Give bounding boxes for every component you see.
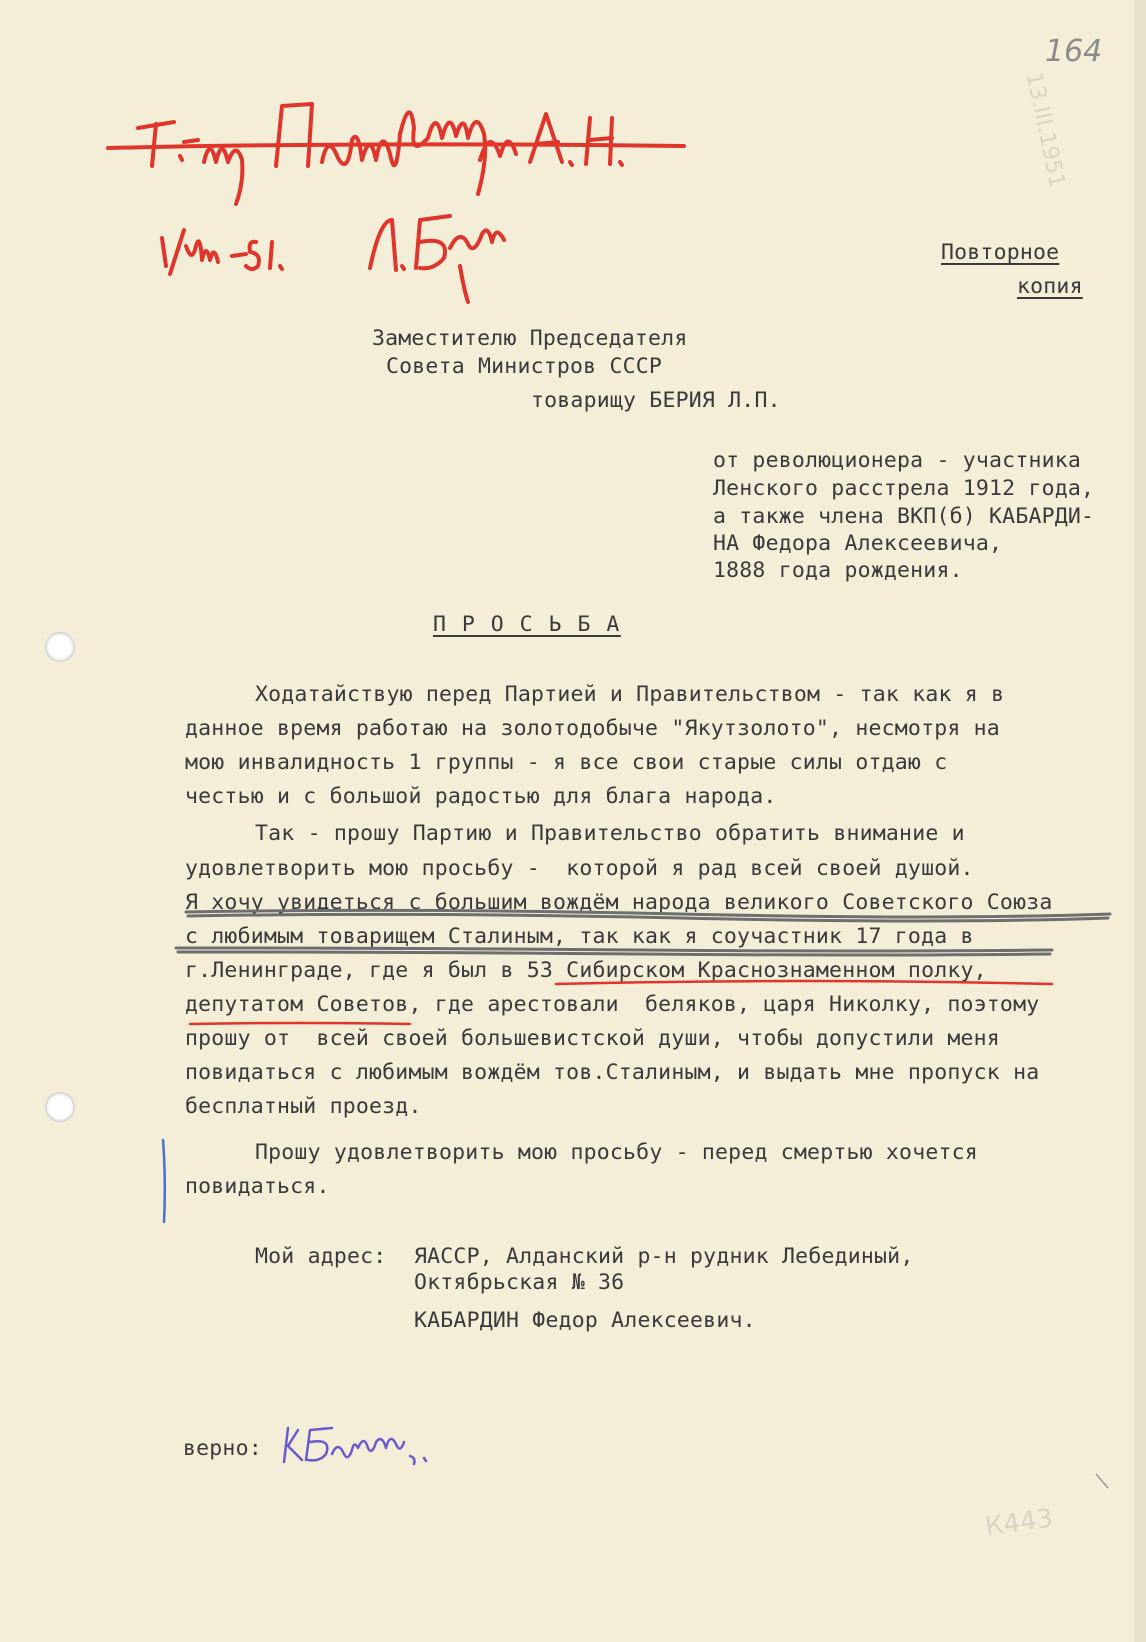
document-title: П Р О С Ь Б А xyxy=(433,612,621,637)
addressee-name: товарищу БЕРИЯ Л.П. xyxy=(531,388,781,413)
sender-signature-name: КАБАРДИН Федор Алексеевич. xyxy=(414,1308,756,1333)
sender-line: Ленского расстрела 1912 года, xyxy=(713,476,1095,501)
body-line: повидаться с любимым вождём тов.Сталиным, и выдать мне пропуск на xyxy=(185,1060,1040,1085)
sender-line: НА Федора Алексеевича, xyxy=(713,531,1003,556)
body-line: Ходатайствую перед Партией и Правительством - так как я в xyxy=(255,682,1005,707)
faint-stamp-date: 13.III.1951 xyxy=(1020,70,1070,191)
body-line: удовлетворить мою просьбу - которой я рад всей своей душой. xyxy=(185,856,974,881)
body-line: Так - прошу Партию и Правительство обратить внимание и xyxy=(255,821,965,846)
body-line: прошу от всей своей большевистской души, чтобы допустили меня xyxy=(185,1026,1000,1051)
body-line: г.Ленинграде, где я был в 53 Сибирском Краснознаменном полку, xyxy=(185,958,987,983)
sender-line: от революционера - участника xyxy=(713,448,1082,473)
address-line: ЯАССР, Алданский р-н рудник Лебединый, xyxy=(414,1244,914,1269)
address-line: Октябрьская № 36 xyxy=(414,1270,625,1295)
body-line: Прошу удовлетворить мою просьбу - перед смертью хочется xyxy=(255,1140,978,1165)
header-repeat: Повторное xyxy=(941,240,1060,265)
faint-stamp-number: К443 xyxy=(983,1503,1055,1543)
address-label: Мой адрес: xyxy=(255,1244,387,1269)
addressee-line: Совета Министров СССР xyxy=(386,354,663,379)
sender-line: 1888 года рождения. xyxy=(713,558,963,583)
body-line: честью и с большой радостью для блага народа. xyxy=(185,784,777,809)
body-line: депутатом Советов, где арестовали беляков, царя Николку, поэтому xyxy=(185,992,1040,1017)
sender-line: а также члена ВКП(б) КАБАРДИ- xyxy=(713,504,1095,529)
body-line: данное время работаю на золотодобыче "Якутзолото", несмотря на xyxy=(185,716,1000,741)
body-line: повидаться. xyxy=(185,1174,330,1199)
header-copy: копия xyxy=(1017,274,1083,299)
certified-signature xyxy=(280,1420,440,1470)
page-number: 164 xyxy=(1045,34,1103,69)
body-line: с любимым товарищем Сталиным, так как я соучастник 17 года в xyxy=(185,924,974,949)
body-line: Я хочу увидеться с большим вождём народа великого Советского Союза xyxy=(185,890,1053,915)
body-line: бесплатный проезд. xyxy=(185,1094,422,1119)
addressee-line: Заместителю Председателя xyxy=(372,326,688,351)
certified-label: верно: xyxy=(183,1436,262,1461)
scratch-marks xyxy=(1090,1468,1120,1498)
body-line: мою инвалидность 1 группы - я все свои старые силы отдаю с xyxy=(185,750,948,775)
